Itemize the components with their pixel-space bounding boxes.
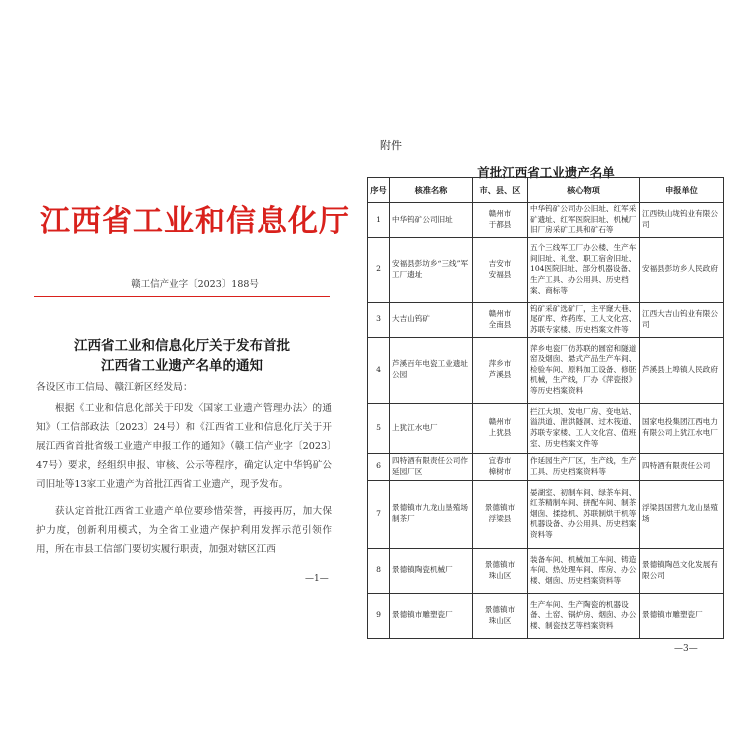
table-header-row [368, 178, 724, 203]
column-header: 核心物项 [528, 178, 640, 203]
table-row [368, 237, 724, 302]
row-name: 大吉山钨矿 [390, 302, 473, 337]
table-row [368, 302, 724, 337]
table-row [368, 453, 724, 480]
row-name: 上犹江水电厂 [390, 403, 473, 453]
row-name: 中华钨矿公司旧址 [390, 203, 473, 238]
page-number-left: —1— [305, 574, 329, 584]
notice-heading-line-1: 江西省工业和信息化厅关于发布首批 [74, 338, 290, 354]
table-title: 首批江西省工业遗产名单 [477, 165, 615, 180]
row-applicant: 浮梁县国营九龙山垦殖场 [640, 480, 724, 548]
attachment-page-right [362, 0, 730, 730]
heritage-table [367, 177, 724, 639]
row-applicant: 江西大吉山钨业有限公司 [640, 302, 724, 337]
row-name: 芦溪百年电瓷工业遗址公园 [390, 337, 473, 403]
row-core-items: 中华钨矿公司办公旧址、红军采矿遗址、红军医院旧址、机械厂旧厂房采矿工具和矿石等 [528, 203, 640, 238]
row-location: 吉安市 安福县 [473, 237, 528, 302]
column-header: 市、县、区 [473, 178, 528, 203]
row-location: 赣州市 全南县 [473, 302, 528, 337]
salutation: 各设区市工信局、赣江新区经发局： [36, 382, 193, 393]
row-index: 9 [368, 593, 390, 638]
row-applicant: 芦溪县上埠镇人民政府 [640, 337, 724, 403]
row-applicant: 国家电投集团江西电力有限公司上犹江水电厂 [640, 403, 724, 453]
row-core-items: 萍乡电瓷厂仿苏联的圆窑和隧道窑及烟囱、悬式产品生产车间、检验车间、原料加工设备、修胚机械，生产线，厂办《萍瓷报》等历史档案资料 [528, 337, 640, 403]
table-row [368, 480, 724, 548]
table-body [368, 203, 724, 639]
row-location: 景德镇市 珠山区 [473, 593, 528, 638]
table-row [368, 593, 724, 638]
table-row [368, 403, 724, 453]
row-applicant: 四特酒有限责任公司 [640, 453, 724, 480]
row-location: 赣州市 于都县 [473, 203, 528, 238]
table-row [368, 203, 724, 238]
document-number: 赣工信产业字〔2023〕188号 [131, 279, 259, 290]
row-index: 3 [368, 302, 390, 337]
row-location: 赣州市 上犹县 [473, 403, 528, 453]
column-header: 序号 [368, 178, 390, 203]
row-core-items: 五个三线军工厂办公楼、生产车间旧址、礼堂、职工宿舍旧址、104医院旧址、部分机器设备、生产工具、办公用具、历史档案、商标等 [528, 237, 640, 302]
row-location: 宜春市 樟树市 [473, 453, 528, 480]
row-location: 萍乡市 芦溪县 [473, 337, 528, 403]
notice-page-left [0, 0, 362, 730]
row-core-items: 晏湖室、初制车间、绿茶车间、红茶精制车间、拼配车间、制茶烟囱、揉捻机、苏联制烘干机等机器设备、办公用具、历史档案资料等 [528, 480, 640, 548]
table-row [368, 548, 724, 593]
row-applicant: 江西铁山垅钨业有限公司 [640, 203, 724, 238]
row-name: 景德镇市九龙山垦殖场制茶厂 [390, 480, 473, 548]
row-name: 四特酒有限责任公司作延园厂区 [390, 453, 473, 480]
row-core-items: 拦江大坝、发电厂房、变电站、溢洪道、泄洪隧洞、过木筏道、苏联专家楼、工人文化宫、值班室、历史档案文件等 [528, 403, 640, 453]
row-location: 景德镇市 浮梁县 [473, 480, 528, 548]
issuer-red-title: 江西省工业和信息化厅 [40, 204, 350, 239]
row-core-items: 作延园生产厂区，生产线，生产工具、历史档案资料等 [528, 453, 640, 480]
attachment-label: 附件 [380, 139, 402, 152]
row-name: 安福县彭坊乡“三线”军工厂遗址 [390, 237, 473, 302]
row-location: 景德镇市 珠山区 [473, 548, 528, 593]
row-index: 1 [368, 203, 390, 238]
row-index: 7 [368, 480, 390, 548]
row-index: 8 [368, 548, 390, 593]
row-name: 景德镇陶瓷机械厂 [390, 548, 473, 593]
column-header: 申报单位 [640, 178, 724, 203]
table-row [368, 337, 724, 403]
row-core-items: 钨矿采矿选矿厂，主平窿大巷、尾矿库、炸药库、工人文化宫、苏联专家楼、历史档案文件等 [528, 302, 640, 337]
body-paragraph-2: 获认定首批江西省工业遗产单位要珍惜荣誉，再接再厉，加大保护力度，创新利用模式，为全省工业遗产保护利用发挥示范引领作用，所在市县工信部门要切实履行职责，加强对辖区江西 [36, 506, 332, 555]
red-divider-line [34, 296, 330, 297]
row-applicant: 安福县彭坊乡人民政府 [640, 237, 724, 302]
body-paragraph-1: 根据《工业和信息化部关于印发〈国家工业遗产管理办法〉的通知》（工信部政法〔2023〕24号）和《江西省工业和信息化厅关于开展江西省首批省级工业遗产申报工作的通知》（赣工信产业字〔2023〕47号）要求，经组织申报、审核、公示等程序，确定认定中华钨矿公司旧址等13家工业遗产为首批江西省工业遗产，现予发布。 [36, 403, 332, 490]
row-name: 景德镇市雕塑瓷厂 [390, 593, 473, 638]
row-index: 4 [368, 337, 390, 403]
page-number-right: —3— [674, 644, 698, 654]
row-core-items: 生产车间、生产陶瓷的机器设备、土窑、锅炉房、烟囱、办公楼、制瓷技艺等档案资料 [528, 593, 640, 638]
column-header: 核准名称 [390, 178, 473, 203]
row-core-items: 装备车间、机械加工车间、铸造车间、热处理车间、库房、办公楼、烟囱、历史档案资料等 [528, 548, 640, 593]
row-index: 5 [368, 403, 390, 453]
row-index: 2 [368, 237, 390, 302]
heritage-table-wrapper [367, 177, 723, 639]
row-applicant: 景德镇市雕塑瓷厂 [640, 593, 724, 638]
row-applicant: 景德镇陶邑文化发展有限公司 [640, 548, 724, 593]
row-index: 6 [368, 453, 390, 480]
notice-heading-line-2: 江西省工业遗产名单的通知 [101, 358, 263, 374]
